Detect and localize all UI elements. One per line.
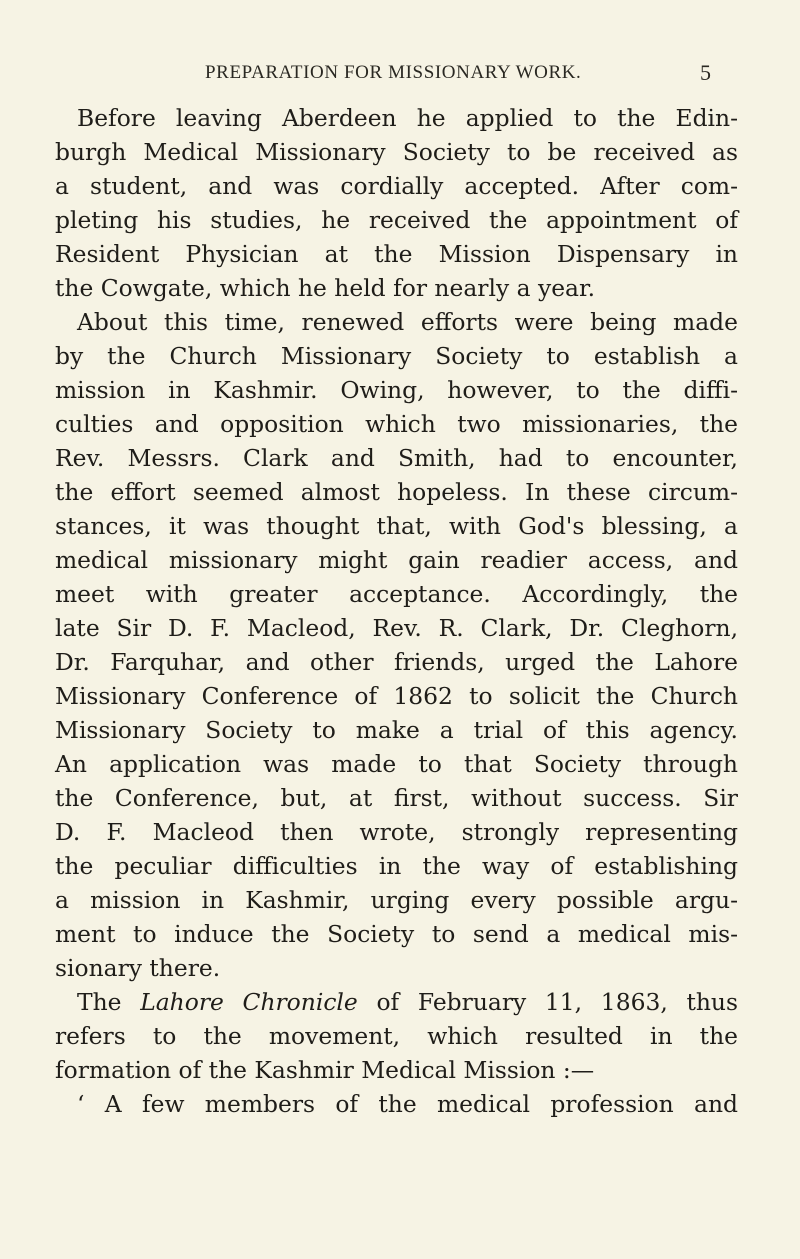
text-line: Resident Physician at the Mission Dispensary in xyxy=(55,240,738,268)
text-line: Before leaving Aberdeen he applied to the Edin- xyxy=(77,104,738,132)
text-line: a student, and was cordially accepted. After com- xyxy=(55,172,738,200)
text-line: refers to the movement, which resulted in the xyxy=(55,1022,738,1050)
newspaper-title: Lahore Chronicle xyxy=(140,988,358,1016)
text-line: late Sir D. F. Macleod, Rev. R. Clark, Dr. Cleghorn, xyxy=(55,614,738,642)
text-line: the effort seemed almost hopeless. In these circum- xyxy=(55,478,738,506)
running-title: PREPARATION FOR MISSIONARY WORK. xyxy=(205,62,582,83)
text-line: formation of the Kashmir Medical Mission :— xyxy=(55,1056,595,1084)
page-number: 5 xyxy=(700,60,711,85)
text-line: Dr. Farquhar, and other friends, urged the Lahore xyxy=(55,648,738,676)
text-line: D. F. Macleod then wrote, strongly representing xyxy=(55,818,738,846)
text-line: stances, it was thought that, with God's blessing, a xyxy=(55,512,738,540)
text-line: mission in Kashmir. Owing, however, to the diffi- xyxy=(55,376,738,404)
text-line: medical missionary might gain readier access, and xyxy=(55,546,738,574)
text-line: the Conference, but, at first, without success. Sir xyxy=(55,784,738,812)
text-line: ment to induce the Society to send a medical mis- xyxy=(55,920,738,948)
text-line: pleting his studies, he received the appointment of xyxy=(55,206,738,234)
text-line: Missionary Conference of 1862 to solicit the Church xyxy=(55,682,738,710)
text-line: burgh Medical Missionary Society to be received as xyxy=(55,138,738,166)
citation-prefix: The xyxy=(77,988,141,1016)
quotation-line: ‘ A few members of the medical profession and xyxy=(77,1090,738,1118)
citation-suffix: of February 11, 1863, thus xyxy=(357,988,738,1016)
text-line: About this time, renewed efforts were being made xyxy=(77,308,738,336)
citation-line xyxy=(77,985,738,1019)
text-line: Missionary Society to make a trial of this agency. xyxy=(55,716,738,744)
text-line: by the Church Missionary Society to establish a xyxy=(55,342,738,370)
text-line: a mission in Kashmir, urging every possible argu- xyxy=(55,886,738,914)
text-line: the peculiar difficulties in the way of establishing xyxy=(55,852,738,880)
text-line: culties and opposition which two missionaries, the xyxy=(55,410,738,438)
text-line: the Cowgate, which he held for nearly a year. xyxy=(55,274,596,302)
text-line: An application was made to that Society through xyxy=(55,750,738,778)
text-line: Rev. Messrs. Clark and Smith, had to encounter, xyxy=(55,444,738,472)
text-line: sionary there. xyxy=(55,954,221,982)
text-line: meet with greater acceptance. Accordingly, the xyxy=(55,580,738,608)
